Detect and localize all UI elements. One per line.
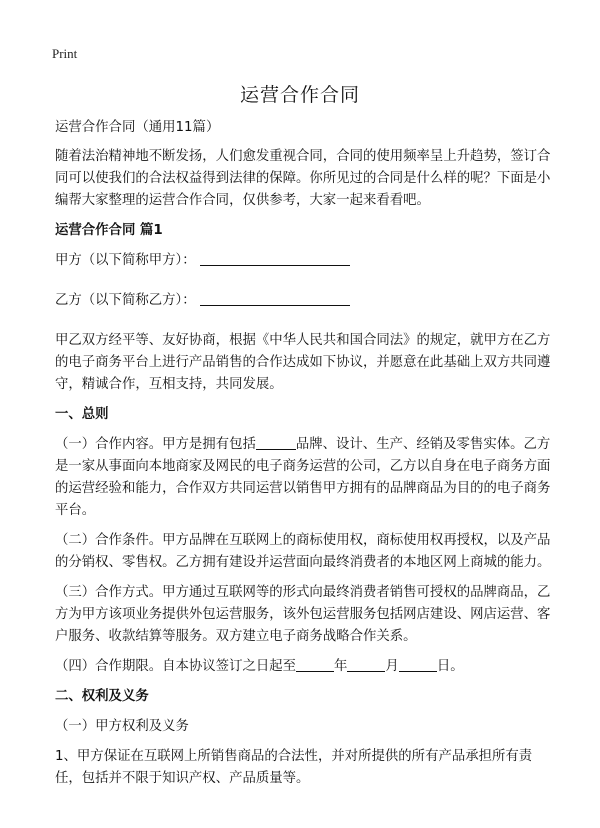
clause-4-prefix: （四）合作期限。自本协议签订之日起至: [55, 659, 297, 674]
heading-general: 一、总则: [55, 407, 109, 422]
document-title: 运营合作合同: [239, 84, 360, 106]
party-b-line: [55, 290, 555, 312]
brand-blank: [256, 434, 296, 450]
party-a-label: 甲方（以下简称甲方）：: [55, 253, 196, 268]
party-a-blank: [200, 250, 350, 266]
preamble-paragraph: 甲乙双方经平等、友好协商，根据《中华人民共和国合同法》的规定，就甲方在乙方的电子商务平台上进行产品销售的合作达成如下协议，并愿意在此基础上双方共同遵守，精诚合作，互相支持，共同发展。: [55, 333, 551, 392]
month-blank: [347, 656, 385, 672]
clause-cooperation-term: [55, 656, 555, 678]
section-title: 运营合作合同 篇1: [55, 223, 163, 238]
heading-rights-obligations: 二、权利及义务: [55, 689, 149, 704]
intro-paragraph: 随着法治精神地不断发扬，人们愈发重视合同，合同的使用频率呈上升趋势，签订合同可以使我们的合法权益得到法律的保障。你所见过的合同是什么样的呢？下面是小编帮大家整理的运营合作合同，仅供参考，大家一起来看看吧。: [55, 149, 551, 208]
year-blank: [296, 656, 334, 672]
clause-1-before: （一）合作内容。甲方是拥有包括: [55, 437, 256, 452]
party-b-blank: [200, 290, 350, 306]
clause-4-day: 日。: [436, 659, 464, 674]
day-blank: [399, 656, 437, 672]
document-body: [55, 117, 555, 798]
subheading-party-a-rights: （一）甲方权利及义务: [55, 719, 189, 734]
party-b-label: 乙方（以下简称乙方）：: [55, 293, 196, 308]
clause-1-after: 品牌、设计、生产、经销及零售实体。乙方是一家从事面向本地商家及网民的电子商务运营的公司，乙方以自身在电子商务方面的运营经验和能力，合作双方共同运营以销售甲方拥有的品牌商品为目的的电子商务平台。: [55, 437, 551, 518]
clause-cooperation-method: （三）合作方式。甲方通过互联网等的形式向最终消费者销售可授权的品牌商品，乙方为甲方该项业务提供外包运营服务，该外包运营服务包括网店建设、网店运营、客户服务、收款结算等服务。双方建立电子商务战略合作关系。: [55, 585, 551, 644]
item-1-paragraph: 1、甲方保证在互联网上所销售商品的合法性，并对所提供的所有产品承担所有责任，包括并不限于知识产权、产品质量等。: [55, 749, 533, 786]
party-a-line: [55, 250, 555, 272]
clause-cooperation-conditions: （二）合作条件。甲方品牌在互联网上的商标使用权，商标使用权再授权，以及产品的分销权、零售权。乙方拥有建设并运营面向最终消费者的本地区网上商城的能力。: [55, 533, 551, 570]
clause-4-year: 年: [334, 659, 348, 674]
document-subtitle: 运营合作合同（通用11篇）: [55, 120, 220, 135]
clause-cooperation-content: [55, 434, 555, 522]
clause-4-month: 月: [385, 659, 399, 674]
print-link[interactable]: Print: [52, 46, 78, 61]
